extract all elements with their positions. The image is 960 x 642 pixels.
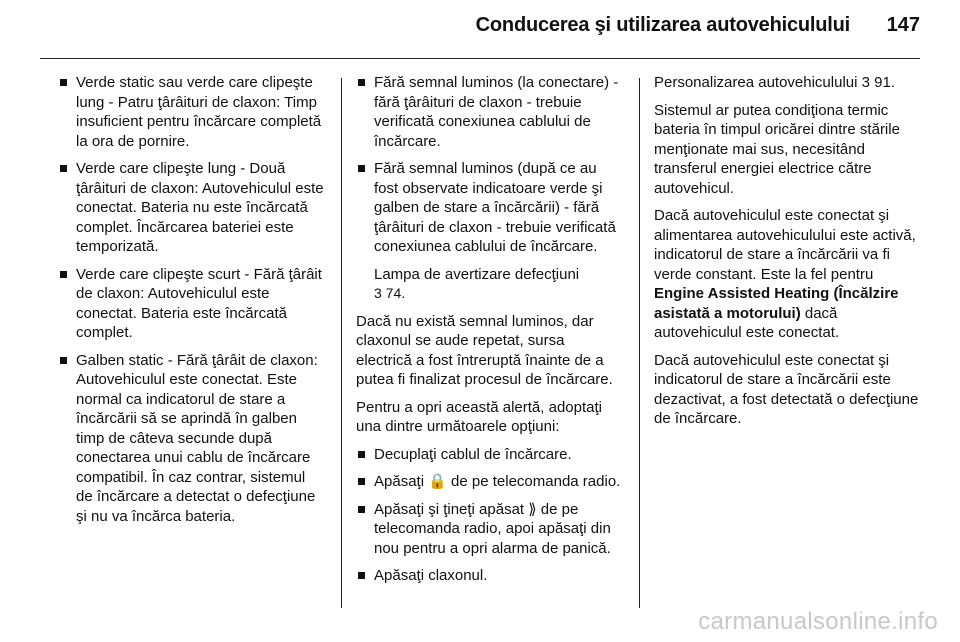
list-item-text: Verde static sau verde care clipeşte lung - Patru ţârâituri de claxon: Timp insuficient pentru încărcare completă la ora de pornire. xyxy=(76,74,322,150)
watermark: carmanualsonline.info xyxy=(698,608,938,635)
list-item xyxy=(356,445,624,465)
bullet-square-icon xyxy=(60,79,67,86)
bullet-square-icon xyxy=(358,165,365,172)
column-middle xyxy=(356,73,624,594)
bullet-square-icon xyxy=(60,271,67,278)
paragraph: Personalizarea autovehiculului 3 91. xyxy=(654,74,895,91)
page-number: 147 xyxy=(886,14,920,36)
list-item xyxy=(356,472,624,492)
column-left xyxy=(58,73,326,534)
list-item-text: Apăsaţi 🔒 de pe telecomanda radio. xyxy=(374,473,621,490)
column-divider-right xyxy=(639,78,640,608)
bullet-square-icon xyxy=(358,506,365,513)
bullet-square-icon xyxy=(358,478,365,485)
paragraph: Dacă nu există semnal luminos, dar claxonul se aude repetat, sursa electrică a fost întreruptă înainte de a putea fi finalizat procesul de încărcare. xyxy=(356,312,613,388)
lamp-reference-text: Lampa de avertizare defecţiuni xyxy=(374,265,580,283)
bullet-square-icon xyxy=(358,572,365,579)
paragraph-text: Dacă autovehiculul este conectat şi alimentarea autovehiculului este activă, indicatorul de stare a încărcării va fi verde constant. Este la fel pentru xyxy=(654,207,916,283)
list-item xyxy=(58,265,326,343)
paragraph-text: dacă autovehiculul este conectat. xyxy=(654,304,840,341)
list-item-text: Apăsaţi claxonul. xyxy=(374,567,488,584)
header-rule xyxy=(40,58,920,59)
feature-name: Engine Assisted Heating (Încălzire asistată a motorului) xyxy=(654,285,899,322)
list-item-text: Fără semnal luminos (la conectare) - fără ţârâituri de claxon - trebuie verificată conexiunea cablului de încărcare. xyxy=(374,74,619,150)
bullet-square-icon xyxy=(358,79,365,86)
bullet-square-icon xyxy=(60,357,67,364)
lamp-reference-link[interactable]: 3 74. xyxy=(374,285,406,301)
list-item-text: Verde care clipeşte lung - Două ţârâituri de claxon: Autovehiculul este conectat. Bateria nu este încărcată complet. Încărcarea bateriei este temporizată. xyxy=(76,160,324,255)
page-title: Conducerea şi utilizarea autovehiculului xyxy=(475,14,850,36)
list-item xyxy=(356,73,624,151)
list-item xyxy=(58,351,326,527)
list-item-text: Decuplaţi cablul de încărcare. xyxy=(374,445,572,463)
list-item xyxy=(356,500,624,559)
list-item-text: Verde care clipeşte scurt - Fără ţârâit de claxon: Autovehiculul este conectat. Bateria este încărcată complet. xyxy=(76,265,322,341)
list-item-text: Fără semnal luminos (după ce au fost observate indicatoare verde şi galben de stare a încărcării) - fără ţârâituri de claxon - trebuie verificată conexiunea cablului de încărcare. xyxy=(374,160,616,255)
bullet-square-icon xyxy=(60,165,67,172)
column-right xyxy=(654,73,922,437)
paragraph xyxy=(654,206,922,343)
list-item xyxy=(58,73,326,151)
list-item xyxy=(356,566,624,586)
list-item-text: Apăsaţi şi ţineţi apăsat ⟫ de pe telecomanda radio, apoi apăsaţi din nou pentru a opri alarma de panică. xyxy=(374,500,611,557)
bullet-square-icon xyxy=(358,451,365,458)
paragraph: Sistemul ar putea condiţiona termic bateria în timpul oricărei dintre stările menţionate mai sus, necesitând transferul energiei electrice către autovehicul. xyxy=(654,101,900,197)
list-item xyxy=(356,159,624,257)
column-divider-left xyxy=(341,78,342,608)
paragraph: Pentru a opri această alertă, adoptaţi una dintre următoarele opţiuni: xyxy=(356,398,602,435)
list-item-text: Galben static - Fără ţârâit de claxon: Autovehiculul este conectat. Este normal ca indicatorul de stare a încărcării să se aprindă în galben timp de câteva secunde după conectarea unui cablu de încărcare compatibil. În caz contrar, sistemul de încărcare a detectat o defecţiune şi nu va încărca bateria. xyxy=(76,351,318,525)
list-item xyxy=(58,159,326,257)
lamp-reference xyxy=(356,265,624,304)
paragraph: Dacă autovehiculul este conectat şi indicatorul de stare a încărcării este dezactivat, a fost detectată o defecţiune de încărcare. xyxy=(654,351,919,427)
page-header xyxy=(0,0,960,60)
